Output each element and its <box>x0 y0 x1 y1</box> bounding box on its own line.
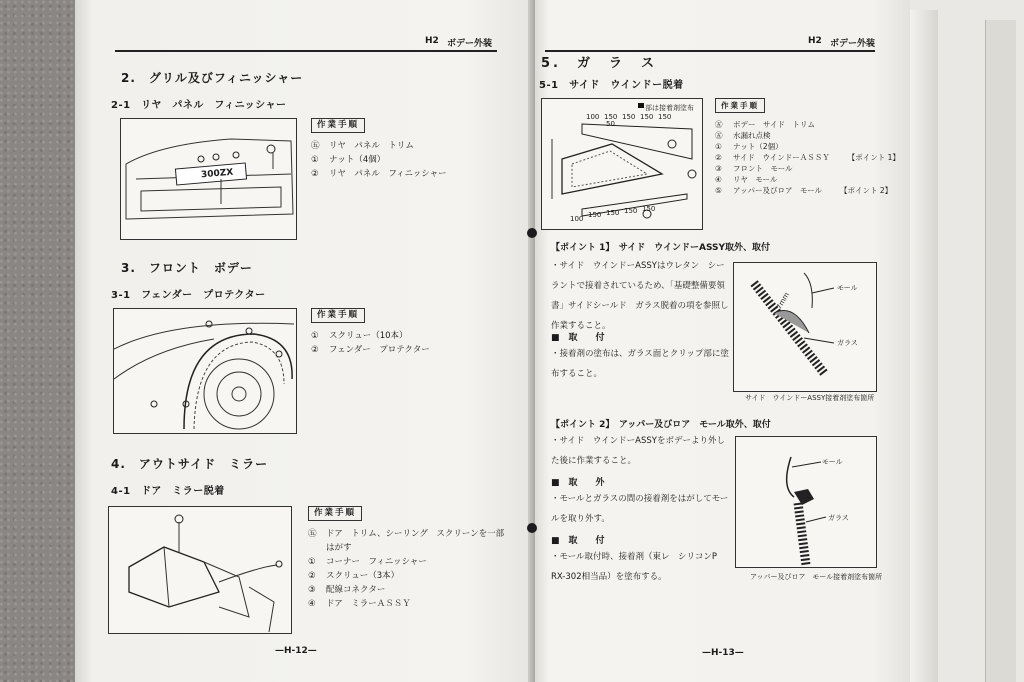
point-2-body: ・サイド ウインドーASSYをボデーより外した後に作業すること。 <box>551 436 725 466</box>
right-header-code: H2 <box>808 36 822 46</box>
back-cover <box>985 20 1016 682</box>
dim-label-bottom: 100 <box>570 215 584 223</box>
procedure-step: ㊄ ドア トリム、シーリング スクリーンを一部 <box>308 529 505 539</box>
procedure-step: ③ フロント モール <box>715 164 793 173</box>
point-2-mold-label: モール <box>822 458 843 466</box>
section-4-1-title: 4-1 ドア ミラー脱着 <box>111 486 225 497</box>
procedure-step: ① コーナー フィニッシャー <box>308 557 427 567</box>
point-2-detail-figure <box>735 436 877 568</box>
procedure-step: ② スクリュー（3本） <box>308 571 400 581</box>
point-2-remove-head: ■ 取 外 <box>551 478 605 488</box>
procedure-box-3-1 <box>311 308 430 357</box>
binding-hole <box>527 228 537 238</box>
point-1-glass-label: ガラス <box>837 339 858 347</box>
point-1-dim: 7mm <box>775 291 792 311</box>
procedure-title: 作業手順 <box>308 506 362 521</box>
point-1-mold-label: モール <box>837 284 858 292</box>
left-header-code: H2 <box>425 36 439 46</box>
procedure-step: ② サイド ウインドーＡＳＳＹ 【ポイント 1】 <box>715 153 900 162</box>
point-2-install-head: ■ 取 付 <box>551 536 605 546</box>
section-2-1-title: 2-1 リヤ パネル フィニッシャー <box>111 100 287 111</box>
point-1-detail-figure <box>733 262 877 392</box>
procedure-step: ② フェンダー プロテクター <box>311 345 430 355</box>
point-2-title: 【ポイント 2】 アッパー及びロア モール取外、取付 <box>551 420 771 430</box>
point-1-figure-caption: サイド ウインドーASSY接着剤塗布箇所 <box>745 394 875 402</box>
adhesive-legend: 部は接着剤塗布 <box>645 104 694 112</box>
point-2-figure-caption: アッパー及びロア モール接着剤塗布箇所 <box>750 573 883 581</box>
left-header-title: ボデー外装 <box>447 39 493 49</box>
dim-label-bottom: 150 <box>642 205 656 213</box>
section-5-title: 5. ガ ラ ス <box>541 56 657 71</box>
procedure-step: はがす <box>326 543 352 553</box>
section-3-1-title: 3-1 フェンダー プロテクター <box>111 290 266 301</box>
procedure-step: ③ 配線コネクター <box>308 585 386 595</box>
section-3-title: 3. フロント ボデー <box>121 261 253 275</box>
procedure-step: ④ リヤ モール <box>715 175 778 184</box>
procedure-step: ⑤ アッパー及びロア モール 【ポイント 2】 <box>715 186 893 195</box>
right-page-number: —H-13— <box>702 648 744 658</box>
dim-label-top: 150 <box>604 113 618 121</box>
procedure-box-5-1 <box>715 98 900 196</box>
procedure-box-4-1 <box>308 506 504 611</box>
procedure-step: ① ナット（2個） <box>715 142 783 151</box>
point-1-install-head: ■ 取 付 <box>551 333 605 343</box>
point-1-install-body: ・接着剤の塗布は、ガラス面とクリップ部に塗布すること。 <box>551 349 729 379</box>
procedure-step: ② リヤ パネル フィニッシャー <box>311 169 447 179</box>
dim-label-bottom: 150 <box>624 207 638 215</box>
left-page-number: —H-12— <box>275 646 317 656</box>
right-header-title: ボデー外装 <box>830 39 876 49</box>
dim-label-bottom: 150 <box>606 209 620 217</box>
binding-hole <box>527 523 537 533</box>
left-header-rule <box>115 50 497 52</box>
dim-label-top: 150 <box>658 113 672 121</box>
procedure-step: ④ ドア ミラーＡＳＳＹ <box>308 599 411 609</box>
point-1-body: ・サイド ウインドーASSYはウレタン シーラントで接着されているため、「基礎整備要領書」サイドシールド ガラス脱着の項を参照し作業すること。 <box>551 261 729 331</box>
figure-plate-label: 300ZX <box>200 167 234 181</box>
right-page <box>535 0 910 682</box>
point-2-remove-body: ・モールとガラスの間の接着剤をはがしてモールを取り外す。 <box>551 494 729 524</box>
dim-label-top: 50 <box>606 120 615 128</box>
procedure-step: ① ナット（4個） <box>311 155 386 165</box>
procedure-box-2-1 <box>311 118 447 181</box>
fender-protector-figure <box>113 308 297 434</box>
point-2-install-body: ・モール取付時、接着剤（東レ シリコンP RX-302相当品）を塗布する。 <box>551 552 726 582</box>
side-window-figure <box>541 98 703 230</box>
dim-label-top: 100 <box>586 113 600 121</box>
dim-label-top: 150 <box>640 113 654 121</box>
procedure-title: 作業手順 <box>311 308 365 323</box>
procedure-step: ㊄ リヤ パネル トリム <box>311 141 414 151</box>
point-2-glass-label: ガラス <box>828 514 849 522</box>
procedure-step: ㊄ 水漏れ点検 <box>715 131 771 140</box>
procedure-title: 作業手順 <box>715 98 765 113</box>
section-4-title: 4. アウトサイド ミラー <box>111 457 269 471</box>
page-stack-fold <box>910 10 938 682</box>
section-5-1-title: 5-1 サイド ウインドー脱着 <box>539 80 684 91</box>
dim-label-top: 150 <box>622 113 636 121</box>
point-1-title: 【ポイント 1】 サイド ウインドーASSY取外、取付 <box>551 243 771 253</box>
procedure-title: 作業手順 <box>311 118 365 133</box>
rear-panel-figure <box>120 118 297 240</box>
left-page <box>75 0 535 682</box>
section-2-title: 2. グリル及びフィニッシャー <box>121 71 304 85</box>
procedure-step: ㊄ ボデー サイド トリム <box>715 120 815 129</box>
procedure-step: ① スクリュー（10本） <box>311 331 408 341</box>
door-mirror-figure <box>108 506 292 634</box>
dim-label-bottom: 150 <box>588 211 602 219</box>
